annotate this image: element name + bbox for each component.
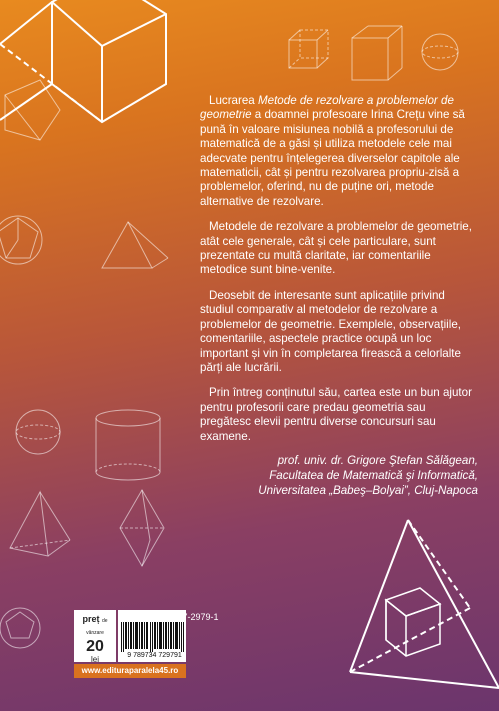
signature-university: Universitatea „Babeş–Bolyai”, Cluj-Napoca — [258, 483, 478, 497]
large-tetrahedron-icon — [350, 520, 499, 688]
price-unit: lei — [90, 655, 99, 664]
barcode-digits: 9 789734 729791 — [127, 652, 182, 659]
signature-faculty: Facultatea de Matematică şi Informatică, — [269, 468, 478, 482]
price-tag — [74, 610, 116, 662]
signature-name: prof. univ. dr. Grigore Ştefan Sălăgean, — [277, 453, 478, 467]
octahedron-icon — [120, 490, 164, 566]
barcode-icon — [121, 622, 185, 652]
prism-icon — [352, 26, 402, 80]
back-cover-text — [200, 94, 478, 498]
price-amount: 20 — [86, 638, 104, 655]
paragraph-2: Metodele de rezolvare a problemelor de geometrie, atât cele generale, cât și cele particulare, sunt prezentate cu multă claritate, iar comentariile metodice sunt bine-venite. — [200, 220, 472, 277]
price-label: preț de vânzare — [82, 614, 108, 636]
paragraph-1: Lucrarea Metode de rezolvare a problemelor de geometrie a doamnei profesoare Irina Crețu vine să pună în valoare misiunea nobilă a profesorului de matematică de a găsi și utiliza metodele cele mai adecvate pentru înțelegerea diverselor capitole ale matematicii, cât și pentru rezolvarea propriu-zisă a problemelor, oferind, nu de puține ori, metode alternative de rezolvare. — [200, 94, 465, 208]
paragraph-3: Deosebit de interesante sunt aplicațiile privind studiul comparativ al metodelor de rezolvare a problemelor de geometrie. Exemplele, observațiile, comentariile, aspectele practice ocupă un loc important și vin în completarea firească a celorlalte părți ale lucrării. — [200, 288, 461, 374]
paragraph-4: Prin întreg conținutul său, cartea este un bun ajutor pentru profesorii care predau geometria sau pregătesc elevii pentru diverse concursuri sau examene. — [200, 386, 472, 443]
dodecahedron-icon — [0, 608, 40, 648]
small-sphere-icon — [16, 410, 60, 454]
book-title: Metode de rezolvare a problemelor de geometrie — [200, 94, 454, 122]
sphere-icon — [422, 34, 458, 70]
isbn: ISBN 978-973-47-2979-1 — [118, 612, 219, 622]
square-pyramid-icon — [10, 492, 70, 556]
large-cube-icon — [0, 0, 166, 122]
signature — [200, 453, 478, 498]
publisher-website[interactable]: www.edituraparalela45.ro — [74, 664, 186, 678]
small-cube-icon — [289, 30, 328, 68]
cylinder-icon — [96, 410, 160, 480]
pyramid-icon — [102, 222, 168, 268]
icosahedron-icon — [0, 216, 42, 264]
